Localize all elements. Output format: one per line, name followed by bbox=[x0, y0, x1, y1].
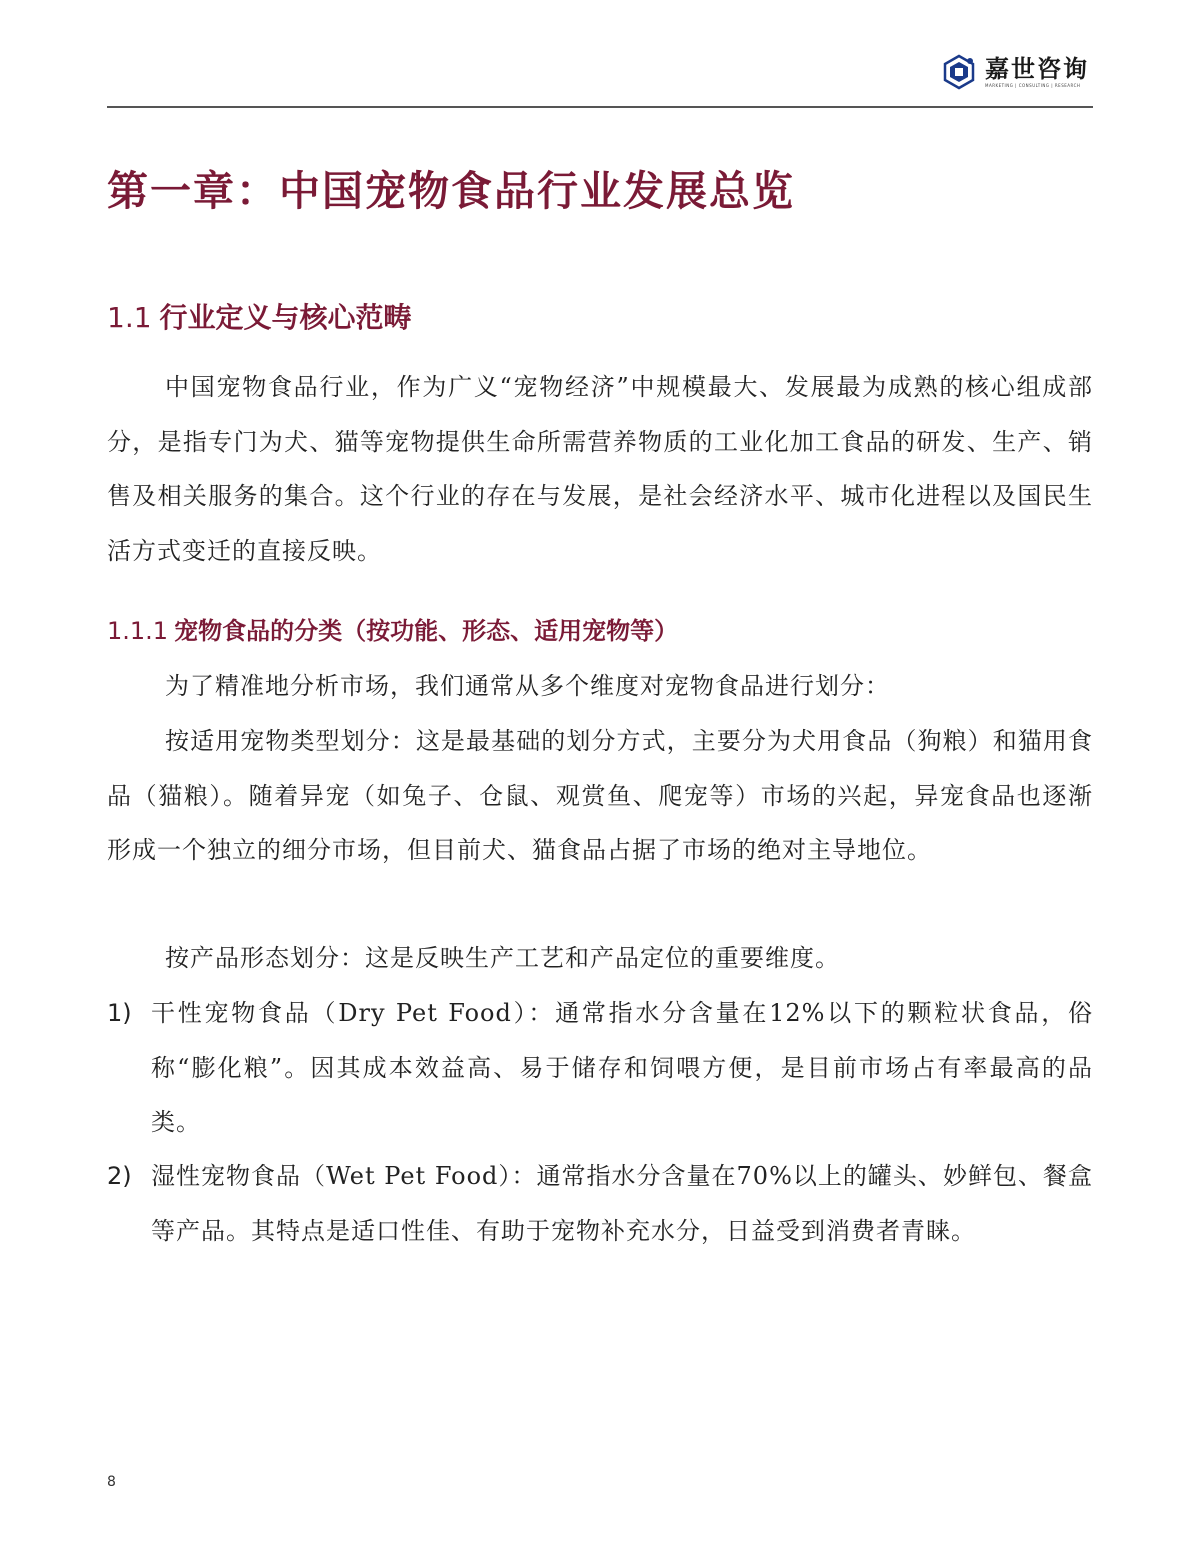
company-tagline: MARKETING | CONSULTING | RESEARCH bbox=[985, 83, 1081, 88]
list-item-number: 2) bbox=[107, 1162, 132, 1190]
section-title-text: 行业定义与核心范畴 bbox=[159, 301, 412, 334]
subsection-title-text: 宠物食品的分类（按功能、形态、适用宠物等） bbox=[174, 616, 679, 645]
subsection-number: 1.1.1 bbox=[107, 617, 169, 645]
list-item-dry-food bbox=[107, 986, 1093, 1150]
section-number: 1.1 bbox=[107, 301, 152, 334]
list-item-number: 1) bbox=[107, 999, 132, 1027]
subsection-intro: 为了精准地分析市场，我们通常从多个维度对宠物食品进行划分： bbox=[165, 672, 890, 700]
list-item-text: 湿性宠物食品（Wet Pet Food）：通常指水分含量在70%以上的罐头、妙鲜包、餐盒等产品。其特点是适口性佳、有助于宠物补充水分，日益受到消费者青睐。 bbox=[151, 1162, 1093, 1245]
subsection-heading bbox=[107, 611, 678, 646]
company-logo-icon bbox=[941, 54, 977, 90]
company-logo bbox=[941, 54, 1089, 90]
chapter-title: 第一章：中国宠物食品行业发展总览 bbox=[107, 167, 795, 215]
page-number: 8 bbox=[107, 1474, 116, 1490]
list-item-text: 干性宠物食品（Dry Pet Food）：通常指水分含量在12%以下的颗粒状食品，俗称“膨化粮”。因其成本效益高、易于储存和饲喂方便，是目前市场占有率最高的品类。 bbox=[151, 999, 1093, 1136]
pet-type-paragraph: 按适用宠物类型划分：这是最基础的划分方式，主要分为犬用食品（狗粮）和猫用食品（猫粮）。随着异宠（如兔子、仓鼠、观赏鱼、爬宠等）市场的兴起，异宠食品也逐渐形成一个独立的细分市场，但目前犬、猫食品占据了市场的绝对主导地位。 bbox=[107, 727, 1093, 864]
company-name: 嘉世咨询 bbox=[985, 55, 1089, 83]
section-heading bbox=[107, 296, 412, 336]
page-header bbox=[107, 40, 1093, 108]
list-item-wet-food bbox=[107, 1149, 1093, 1258]
product-form-paragraph: 按产品形态划分：这是反映生产工艺和产品定位的重要维度。 bbox=[165, 944, 840, 972]
section-paragraph: 中国宠物食品行业，作为广义“宠物经济”中规模最大、发展最为成熟的核心组成部分，是指专门为犬、猫等宠物提供生命所需营养物质的工业化加工食品的研发、生产、销售及相关服务的集合。这个行业的存在与发展，是社会经济水平、城市化进程以及国民生活方式变迁的直接反映。 bbox=[107, 373, 1093, 565]
